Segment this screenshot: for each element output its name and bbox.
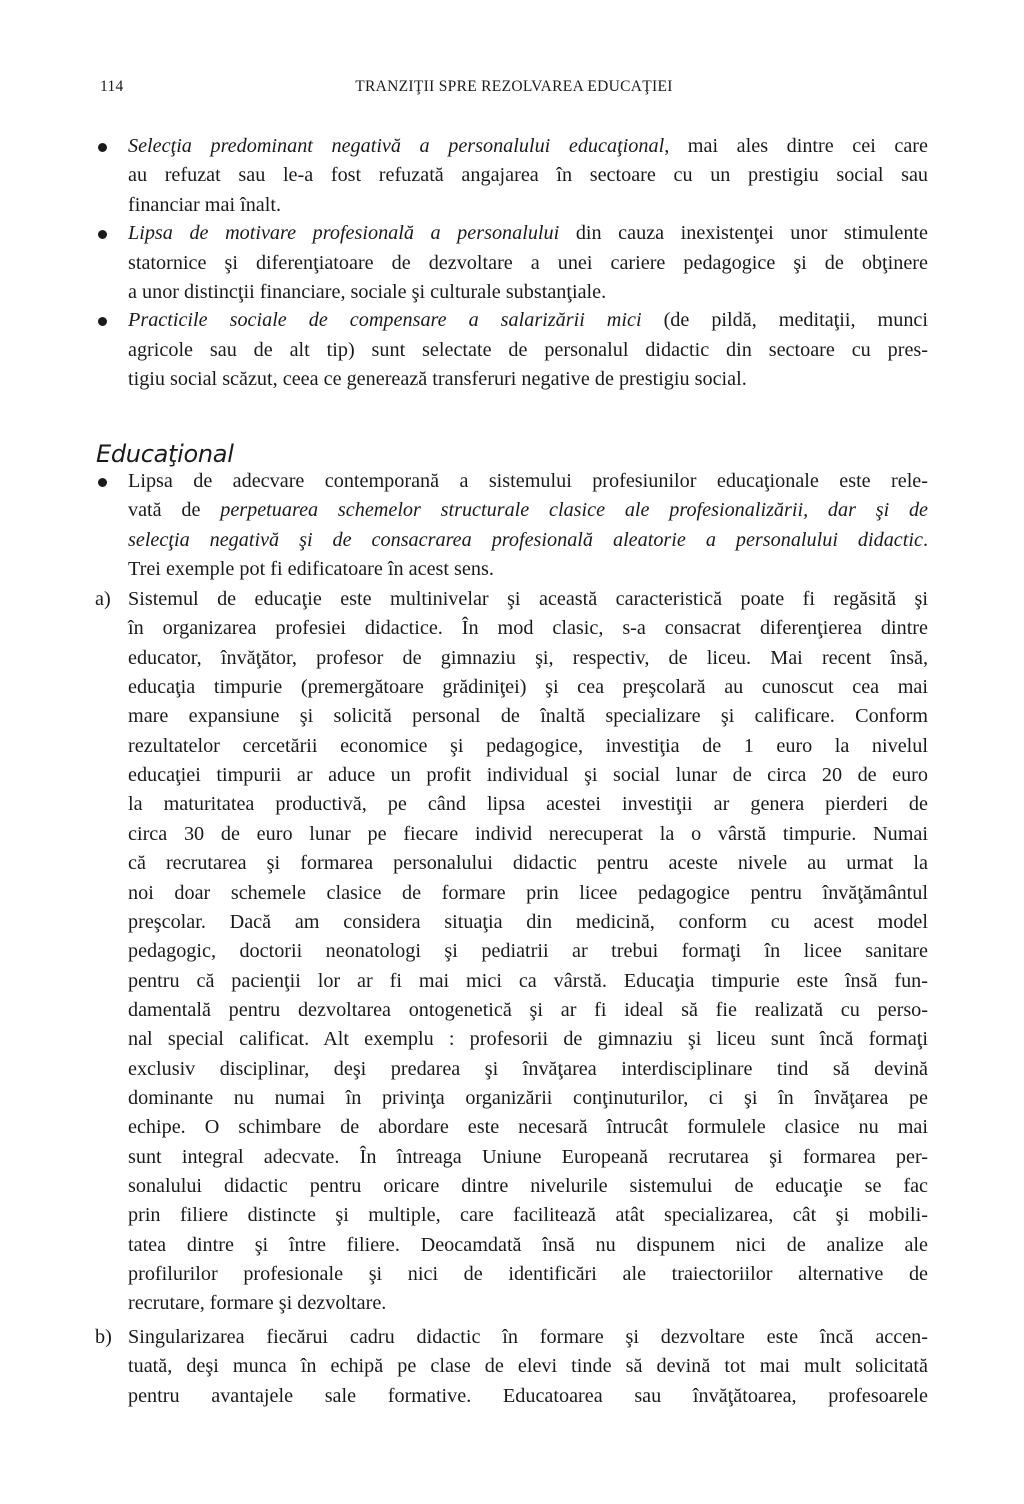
paragraph-line <box>128 908 928 937</box>
paragraph-line <box>128 1172 928 1201</box>
text-run: tatea dintre şi între filiere. Deocamdată însă nu dispunem nici de analize ale <box>128 1233 928 1256</box>
text-run: , mai ales dintre cei care <box>664 135 928 157</box>
paragraph-line <box>128 732 928 761</box>
text-run: a unor distincţii financiare, sociale şi culturale substanţiale. <box>128 280 607 303</box>
italic-text: selecţia negativă şi de consacrarea profesională aleatorie a personalului didactic <box>128 528 923 551</box>
text-run: în organizarea profesiei didactice. În mod clasic, s-a consacrat diferenţierea dintre <box>128 617 928 640</box>
paragraph-line <box>128 1143 928 1172</box>
paragraph-line <box>128 161 928 190</box>
bullet-icon <box>98 478 107 487</box>
text-run: pedagogic, doctorii neonatologi şi pediatrii ar trebui formaţi în licee sanitare <box>128 940 928 963</box>
text-run: Sistemul de educaţie este multinivelar şi această caracteristică poate fi regăsită şi <box>128 588 928 610</box>
paragraph-line <box>128 673 928 702</box>
bullet-icon <box>98 317 107 326</box>
italic-text: Practicile sociale de compensare a salarizării mici <box>128 309 642 332</box>
text-run: din cauza inexistenţei unor stimulente <box>559 222 928 245</box>
paragraph-line <box>128 278 928 307</box>
paragraph-line <box>128 555 928 584</box>
text-run: pentru avantajele sale formative. Educatoarea sau învăţătoarea, profesoarele <box>128 1384 928 1407</box>
paragraph-line <box>128 1352 928 1381</box>
text-run: exclusiv disciplinar, deşi predarea şi învăţarea interdisciplinare tind să devină <box>128 1057 928 1080</box>
text-run: au refuzat sau le-a fost refuzată angajarea în sectoare cu un prestigiu social sau <box>128 164 928 187</box>
text-run: noi doar schemele clasice de formare prin licee pedagogice pentru învăţământul <box>128 881 928 904</box>
text-run: la maturitatea productivă, pe când lipsa acestei investiţii ar genera pierderi de <box>128 793 928 816</box>
text-run: agricole sau de alt tip) sunt selectate de personalul didactic din sectoare cu pres- <box>128 338 928 361</box>
text-run: educaţia timpurie (premergătoare grădiniţei) şi cea preşcolară au cunoscut cea mai <box>128 676 928 699</box>
text-run: pentru că pacienţii lor ar fi mai mici ca vârstă. Educaţia timpurie este însă fun- <box>128 969 928 992</box>
text-run: prin filiere distincte şi multiple, care facilitează atât specializarea, cât şi mobili- <box>128 1204 928 1227</box>
paragraph-line <box>128 1055 928 1084</box>
paragraph-line <box>128 132 928 161</box>
paragraph-line <box>128 1289 928 1318</box>
text-run: echipe. O schimbare de abordare este necesară întrucât formulele clasice nu mai <box>128 1116 928 1139</box>
paragraph-line <box>128 496 928 525</box>
italic-text: Lipsa de motivare profesională a personalului <box>128 222 560 245</box>
text-run: (de pildă, meditaţii, munci <box>641 309 928 332</box>
paragraph-line <box>128 1231 928 1260</box>
paragraph-line <box>128 820 928 849</box>
text-run: financiar mai înalt. <box>128 193 282 216</box>
paragraph-line <box>128 1260 928 1289</box>
paragraph-line <box>128 1382 928 1411</box>
text-run: circa 30 de euro lunar pe fiecare individ nerecuperat la o vârstă timpurie. Numai <box>128 822 928 845</box>
paragraph-line <box>128 761 928 790</box>
paragraph-line <box>128 967 928 996</box>
list-item-label: b) <box>95 1326 112 1348</box>
paragraph-line <box>128 191 928 220</box>
text-run: Singularizarea fiecărui cadru didactic în formare şi dezvoltare este încă accen- <box>128 1326 928 1348</box>
paragraph-line <box>128 790 928 819</box>
paragraph-line <box>128 702 928 731</box>
italic-text: perpetuarea schemelor structurale clasice ale profesionalizării, dar şi de <box>220 499 928 522</box>
paragraph-line <box>128 526 928 555</box>
italic-text: Selecţia predominant negativă a personalului educaţional <box>128 135 665 157</box>
text-run: tuată, deşi munca în echipă pe clase de elevi tinde să devină tot mai mult solicitată <box>128 1355 928 1378</box>
paragraph-line <box>128 1201 928 1230</box>
paragraph-line <box>128 879 928 908</box>
text-run: tigiu social scăzut, ceea ce generează transferuri negative de prestigiu social. <box>128 368 747 390</box>
paragraph-line <box>128 306 928 335</box>
paragraph-line <box>128 1025 928 1054</box>
paragraph-line <box>128 1084 928 1113</box>
running-header <box>100 78 928 102</box>
text-run: profilurilor profesionale şi nici de identificări ale traiectoriilor alternative de <box>128 1263 928 1286</box>
text-run: că recrutarea şi formarea personalului didactic pentru aceste nivele au urmat la <box>128 852 928 875</box>
text-run: dominante nu numai în privinţa organizării conţinuturilor, ci şi în învăţarea pe <box>128 1086 928 1109</box>
paragraph-line <box>128 1113 928 1142</box>
text-run: vată de <box>128 499 221 522</box>
paragraph-line <box>128 336 928 365</box>
text-run: rezultatelor cercetării economice şi pedagogice, investiţia de 1 euro la nivelul <box>128 734 928 757</box>
paragraph-line <box>128 644 928 673</box>
text-run: damentală pentru dezvoltarea ontogenetică şi ar fi ideal să fie realizată cu perso- <box>128 998 928 1021</box>
section-heading: Educaţional <box>96 439 234 468</box>
paragraph-line <box>128 996 928 1025</box>
text-run: educator, învăţător, profesor de gimnaziu şi, respectiv, de liceu. Mai recent însă, <box>128 646 928 669</box>
list-item-label: a) <box>95 588 111 610</box>
text-run: sunt integral adecvate. În întreaga Uniune Europeană recrutarea şi formarea per- <box>128 1145 928 1168</box>
text-run: statornice şi diferenţiatoare de dezvoltare a unei cariere pedagogice şi de obţinere <box>128 251 928 274</box>
paragraph-line <box>128 585 928 614</box>
paragraph-line <box>128 937 928 966</box>
text-run: sonalului didactic pentru oricare dintre nivelurile sistemului de educaţie se fac <box>128 1175 928 1197</box>
bullet-icon <box>98 230 107 239</box>
text-run: . <box>922 528 928 551</box>
paragraph-line <box>128 467 928 496</box>
paragraph-line <box>128 365 928 394</box>
text-run: mare expansiune şi solicită personal de înaltă specializare şi calificare. Conform <box>128 705 928 728</box>
paragraph-line <box>128 219 928 248</box>
paragraph-line <box>128 249 928 278</box>
running-title: TRANZIŢII SPRE REZOLVAREA EDUCAŢIEI <box>355 78 673 95</box>
text-run: recrutare, formare şi dezvoltare. <box>128 1292 387 1315</box>
paragraph-line <box>128 614 928 643</box>
paragraph-line <box>128 849 928 878</box>
paragraph-line <box>128 1323 928 1352</box>
page-number: 114 <box>100 78 124 95</box>
text-run: nal special calificat. Alt exemplu : profesorii de gimnaziu şi liceu sunt încă formaţi <box>128 1028 928 1051</box>
bullet-icon <box>98 143 107 152</box>
text-run: educaţiei timpurii ar aduce un profit individual şi social lunar de circa 20 de euro <box>128 764 928 787</box>
text-run: Trei exemple pot fi edificatoare în acest sens. <box>128 558 494 581</box>
text-run: preşcolar. Dacă am considera situaţia din medicină, conform cu acest model <box>128 910 928 933</box>
text-run: Lipsa de adecvare contemporană a sistemului profesiunilor educaţionale este rele- <box>128 470 928 492</box>
